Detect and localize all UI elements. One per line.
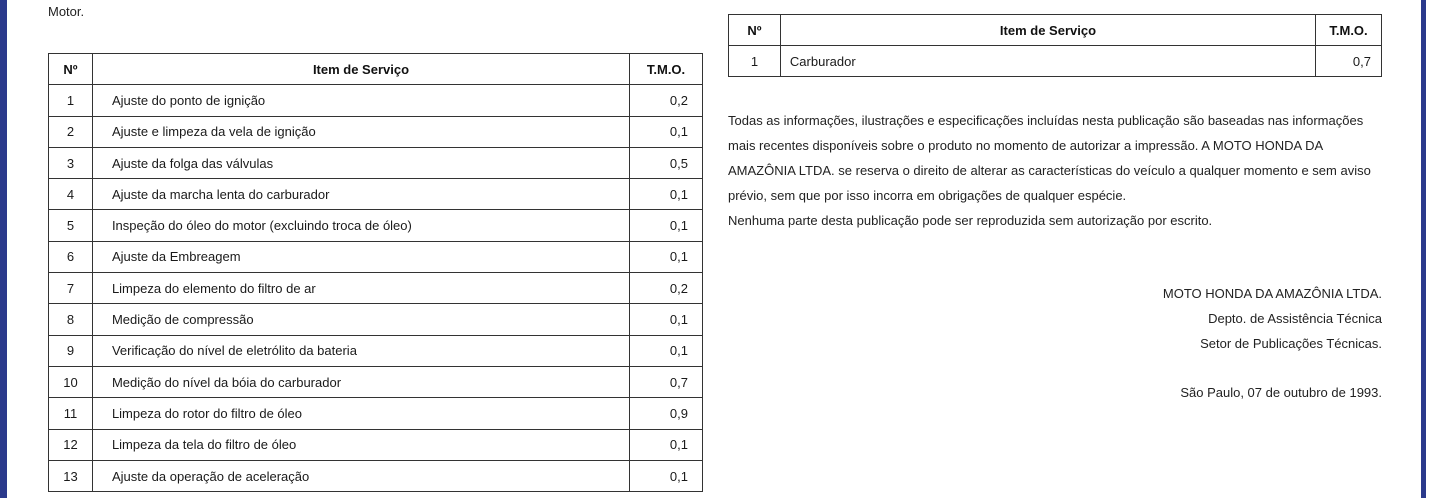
header-number: Nº: [49, 54, 93, 85]
row-number: 1: [49, 85, 93, 116]
row-service-item: Medição de compressão: [92, 304, 629, 335]
row-number: 13: [49, 460, 93, 491]
row-service-item: Verificação do nível de eletrólito da bateria: [92, 335, 629, 366]
row-number: 11: [49, 398, 93, 429]
table-row: [49, 304, 703, 335]
row-service-item: Ajuste do ponto de ignição: [92, 85, 629, 116]
header-tmo: T.M.O.: [1316, 15, 1382, 46]
row-service-item: Ajuste da Embreagem: [92, 241, 629, 272]
table-header-row: [729, 15, 1382, 46]
row-tmo: 0,1: [630, 179, 703, 210]
signature-block: [1000, 281, 1382, 405]
table-row: [49, 147, 703, 178]
disclaimer-paragraph: Todas as informações, ilustrações e especificações incluídas nesta publicação são baseadas nas informações mais recentes disponíveis sobre o produto no momento de autorizar a impressão. A MOTO HONDA DA AMAZÔNIA LTDA. se reserva o direito de alterar as características do veículo a qualquer momento e sem aviso prévio, sem que por isso incorra em obrigações de qualquer espécie.: [728, 113, 1371, 203]
table-row: [49, 85, 703, 116]
header-tmo: T.M.O.: [630, 54, 703, 85]
row-tmo: 0,2: [630, 85, 703, 116]
row-service-item: Ajuste da folga das válvulas: [92, 147, 629, 178]
row-tmo: 0,1: [630, 429, 703, 460]
row-tmo: 0,7: [630, 366, 703, 397]
table-body: [49, 85, 703, 492]
row-service-item: Medição do nível da bóia do carburador: [92, 366, 629, 397]
row-tmo: 0,7: [1316, 46, 1382, 77]
table-row: [49, 210, 703, 241]
row-service-item: Carburador: [780, 46, 1315, 77]
disclaimer-paragraph: Nenhuma parte desta publicação pode ser reproduzida sem autorização por escrito.: [728, 213, 1213, 228]
row-tmo: 0,1: [630, 210, 703, 241]
row-service-item: Inspeção do óleo do motor (excluindo troca de óleo): [92, 210, 629, 241]
header-service-item: Item de Serviço: [92, 54, 629, 85]
row-number: 2: [49, 116, 93, 147]
row-number: 3: [49, 147, 93, 178]
table-row: [49, 429, 703, 460]
signature-date: São Paulo, 07 de outubro de 1993.: [1180, 385, 1382, 400]
row-service-item: Ajuste da operação de aceleração: [92, 460, 629, 491]
table-body: [729, 46, 1382, 77]
row-service-item: Ajuste e limpeza da vela de ignição: [92, 116, 629, 147]
row-tmo: 0,9: [630, 398, 703, 429]
page-frame-left-border: [0, 0, 7, 498]
table-row: [49, 366, 703, 397]
header-service-item: Item de Serviço: [780, 15, 1315, 46]
signature-company: MOTO HONDA DA AMAZÔNIA LTDA.: [1162, 286, 1382, 301]
table-row: [49, 335, 703, 366]
row-service-item: Ajuste da marcha lenta do carburador: [92, 179, 629, 210]
disclaimer-text: [728, 108, 1388, 233]
row-number: 7: [49, 273, 93, 304]
table-row: [49, 398, 703, 429]
table-row: [49, 460, 703, 491]
header-number: Nº: [729, 15, 781, 46]
row-service-item: Limpeza do elemento do filtro de ar: [92, 273, 629, 304]
row-number: 9: [49, 335, 93, 366]
table-header-row: [49, 54, 703, 85]
signature-department: Depto. de Assistência Técnica: [1208, 311, 1382, 326]
row-tmo: 0,1: [630, 241, 703, 272]
row-number: 4: [49, 179, 93, 210]
page-margin-strip: [1426, 0, 1431, 498]
row-number: 5: [49, 210, 93, 241]
section-intro-label: Motor.: [48, 4, 85, 19]
signature-sector: Setor de Publicações Técnicas.: [1200, 336, 1382, 351]
row-number: 1: [729, 46, 781, 77]
service-time-table-engine: [48, 53, 703, 492]
row-tmo: 0,5: [630, 147, 703, 178]
row-service-item: Limpeza da tela do filtro de óleo: [92, 429, 629, 460]
row-tmo: 0,1: [630, 335, 703, 366]
table-row: [49, 116, 703, 147]
table-row: [49, 273, 703, 304]
row-number: 12: [49, 429, 93, 460]
table-row: [729, 46, 1382, 77]
table-row: [49, 179, 703, 210]
row-number: 6: [49, 241, 93, 272]
row-number: 10: [49, 366, 93, 397]
row-tmo: 0,1: [630, 116, 703, 147]
table-row: [49, 241, 703, 272]
row-tmo: 0,1: [630, 460, 703, 491]
row-number: 8: [49, 304, 93, 335]
row-tmo: 0,2: [630, 273, 703, 304]
row-service-item: Limpeza do rotor do filtro de óleo: [92, 398, 629, 429]
row-tmo: 0,1: [630, 304, 703, 335]
service-time-table-carburetor: [728, 14, 1382, 77]
